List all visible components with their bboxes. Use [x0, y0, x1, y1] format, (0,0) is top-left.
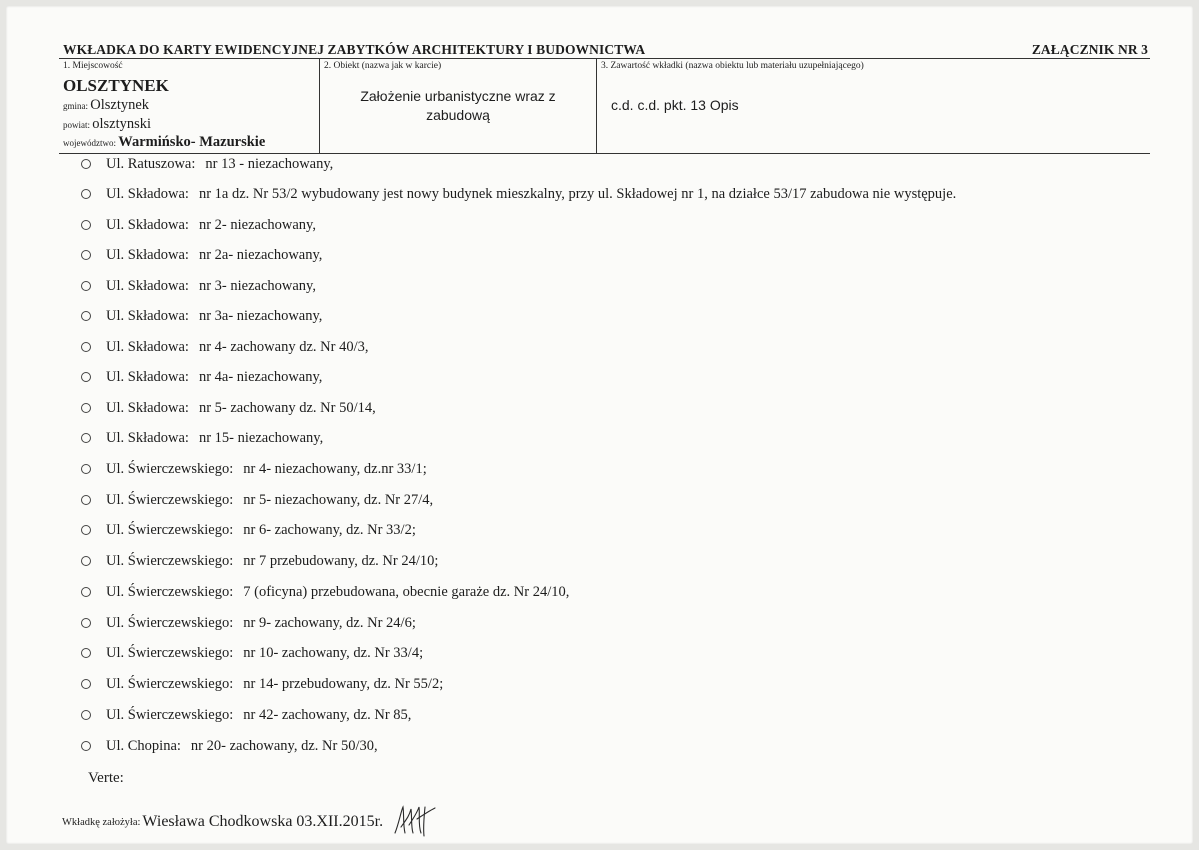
list-item [81, 398, 376, 418]
verte-note: Verte: [88, 770, 124, 786]
street-name: Ul. Składowa: [106, 399, 189, 416]
item-text: nr 3a- niezachowany, [198, 307, 323, 324]
item-text: nr 13 - niezachowany, [205, 155, 334, 172]
item-text: nr 10- zachowany, dz. Nr 33/4; [243, 644, 424, 661]
place-name: OLSZTYNEK [63, 76, 169, 95]
item-text: nr 15- niezachowany, [198, 429, 324, 446]
object-line-2: zabudową [426, 107, 490, 123]
powiat-row [63, 116, 151, 133]
bullet-icon [81, 433, 91, 443]
item-text: nr 2a- niezachowany, [198, 246, 323, 263]
gmina-label: gmina: [63, 101, 88, 111]
list-item [81, 490, 433, 510]
street-name: Ul. Składowa: [106, 246, 189, 263]
object-cell [319, 59, 596, 153]
bullet-icon [81, 281, 91, 291]
list-item [81, 736, 378, 756]
street-name: Ul. Ratuszowa: [106, 155, 196, 172]
street-name: Ul. Świerczewskiego: [106, 460, 234, 477]
street-name: Ul. Składowa: [106, 368, 189, 385]
item-text: nr 20- zachowany, dz. Nr 50/30, [190, 737, 378, 754]
item-text: nr 4a- niezachowany, [198, 368, 323, 385]
street-name: Ul. Chopina: [106, 737, 181, 754]
list-item [81, 184, 956, 204]
bullet-icon [81, 311, 91, 321]
item-text: nr 9- zachowany, dz. Nr 24/6; [243, 614, 416, 631]
list-item [81, 613, 416, 633]
list-item [81, 215, 316, 235]
object-line-1: Założenie urbanistyczne wraz z [360, 88, 556, 104]
annex-number: ZAŁĄCZNIK NR 3 [1031, 42, 1148, 57]
wojewodztwo-row [63, 134, 265, 151]
street-name: Ul. Składowa: [106, 307, 189, 324]
place-caption: 1. Miejscowość [63, 61, 123, 71]
list-item [81, 705, 411, 725]
wojewodztwo-value: Warmińsko- Mazurskie [118, 134, 266, 150]
object-name [320, 87, 596, 125]
street-name: Ul. Świerczewskiego: [106, 521, 234, 538]
document-sheet [6, 6, 1193, 844]
wojewodztwo-label: województwo: [63, 138, 116, 148]
contents-caption: 3. Zawartość wkładki (nazwa obiektu lub materiału uzupełniającego) [601, 61, 864, 71]
list-item [81, 643, 423, 663]
list-item [81, 154, 333, 174]
list-item [81, 337, 368, 357]
document-title: WKŁADKA DO KARTY EWIDENCYJNEJ ZABYTKÓW ARCHITEKTURY I BUDOWNICTWA [63, 42, 646, 57]
bullet-icon [81, 372, 91, 382]
street-name: Ul. Składowa: [106, 277, 189, 294]
street-name: Ul. Świerczewskiego: [106, 491, 234, 508]
place-cell [59, 59, 319, 153]
bullet-icon [81, 618, 91, 628]
footer [62, 803, 441, 841]
list-item [81, 428, 323, 448]
bullet-icon [81, 342, 91, 352]
header [63, 42, 1148, 58]
item-text: nr 42- zachowany, dz. Nr 85, [243, 706, 412, 723]
signature-icon [391, 803, 441, 841]
street-name: Ul. Świerczewskiego: [106, 583, 234, 600]
bullet-icon [81, 159, 91, 169]
item-text: nr 1a dz. Nr 53/2 wybudowany jest nowy budynek mieszkalny, przy ul. Składowej nr 1, na działce 53/17 zabudowa nie występuje. [198, 185, 957, 202]
street-name: Ul. Świerczewskiego: [106, 552, 234, 569]
bullet-icon [81, 250, 91, 260]
list-item [81, 245, 322, 265]
item-text: nr 4- niezachowany, dz.nr 33/1; [243, 460, 427, 477]
author-label: Wkładkę założyła: [62, 816, 141, 828]
item-text: nr 6- zachowany, dz. Nr 33/2; [243, 521, 416, 538]
item-text: nr 3- niezachowany, [198, 277, 316, 294]
bullet-icon [81, 495, 91, 505]
bullet-icon [81, 464, 91, 474]
bullet-icon [81, 648, 91, 658]
street-name: Ul. Składowa: [106, 429, 189, 446]
bullet-icon [81, 679, 91, 689]
street-name: Ul. Świerczewskiego: [106, 614, 234, 631]
list-item [81, 367, 322, 387]
street-name: Ul. Składowa: [106, 216, 189, 233]
object-caption: 2. Obiekt (nazwa jak w karcie) [324, 61, 442, 71]
powiat-label: powiat: [63, 120, 90, 130]
list-item [81, 520, 416, 540]
street-name: Ul. Świerczewskiego: [106, 675, 234, 692]
street-name: Ul. Składowa: [106, 338, 189, 355]
bullet-icon [81, 220, 91, 230]
list-item [81, 551, 438, 571]
author-value: Wiesława Chodkowska 03.XII.2015r. [142, 813, 384, 830]
item-text: nr 5- zachowany dz. Nr 50/14, [198, 399, 376, 416]
list-item [81, 674, 443, 694]
street-name: Ul. Świerczewskiego: [106, 706, 234, 723]
list-item [81, 306, 322, 326]
street-name: Ul. Świerczewskiego: [106, 644, 234, 661]
item-text: nr 7 przebudowany, dz. Nr 24/10; [243, 552, 439, 569]
bullet-icon [81, 403, 91, 413]
bullet-icon [81, 710, 91, 720]
contents-value: c.d. c.d. pkt. 13 Opis [611, 97, 739, 113]
item-text: nr 4- zachowany dz. Nr 40/3, [198, 338, 369, 355]
item-text: nr 2- niezachowany, [198, 216, 316, 233]
contents-cell [596, 59, 1150, 153]
bullet-icon [81, 587, 91, 597]
header-table [59, 58, 1150, 154]
item-text: 7 (oficyna) przebudowana, obecnie garaże dz. Nr 24/10, [243, 583, 570, 600]
gmina-row [63, 97, 149, 114]
item-text: nr 14- przebudowany, dz. Nr 55/2; [243, 675, 444, 692]
bullet-icon [81, 525, 91, 535]
bullet-icon [81, 741, 91, 751]
bullet-icon [81, 556, 91, 566]
list-item [81, 276, 316, 296]
item-text: nr 5- niezachowany, dz. Nr 27/4, [243, 491, 434, 508]
powiat-value: olsztynski [92, 116, 152, 132]
gmina-value: Olsztynek [90, 97, 150, 113]
street-name: Ul. Składowa: [106, 185, 189, 202]
bullet-icon [81, 189, 91, 199]
list-item [81, 582, 569, 602]
list-item [81, 459, 427, 479]
